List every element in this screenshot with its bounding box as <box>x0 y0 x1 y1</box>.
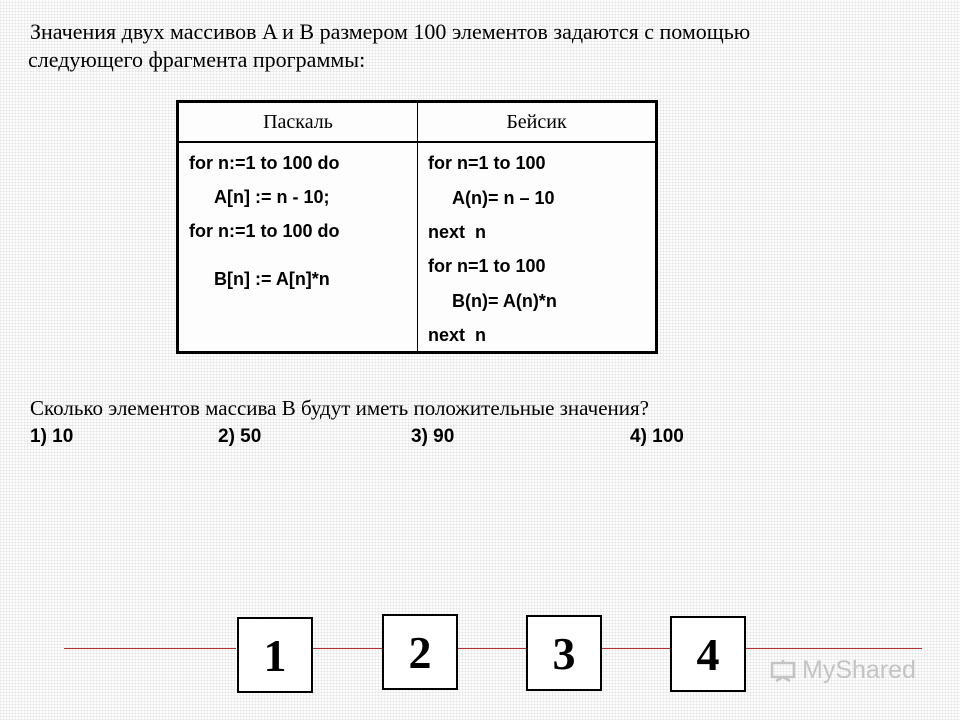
answer-button-3[interactable]: 3 <box>526 615 602 691</box>
problem-statement-line-1: Значения двух массивов A и B размером 100 элементов задаются с помощью <box>30 19 751 44</box>
basic-code-cell <box>418 142 657 353</box>
divider-line <box>602 648 670 649</box>
basic-code-line: for n=1 to 100 <box>428 153 546 173</box>
divider-line <box>312 648 382 649</box>
option-4: 4) 100 <box>630 426 684 447</box>
presentation-icon <box>770 659 796 683</box>
code-table-body-row <box>178 142 657 353</box>
basic-code-line: A(n)= n – 10 <box>452 188 555 208</box>
option-3: 3) 90 <box>411 426 455 447</box>
code-table <box>176 100 658 354</box>
problem-statement <box>30 18 910 74</box>
answer-button-2[interactable]: 2 <box>382 614 458 690</box>
basic-code-line: B(n)= A(n)*n <box>452 291 557 311</box>
pascal-code-line: A[n] := n - 10; <box>214 187 330 207</box>
divider-line-right <box>746 648 922 649</box>
basic-code-line: next n <box>428 325 487 345</box>
code-table-header-row <box>178 102 657 143</box>
watermark <box>770 656 916 685</box>
divider-line-left <box>64 648 236 649</box>
question-text: Сколько элементов массива B будут иметь положительные значения? <box>30 396 649 420</box>
problem-statement-line-2: следующего фрагмента программы: <box>28 47 366 72</box>
divider-line <box>458 648 526 649</box>
header-pascal: Паскаль <box>178 102 418 143</box>
answer-button-1[interactable]: 1 <box>237 617 313 693</box>
pascal-code-line: B[n] := A[n]*n <box>214 269 330 289</box>
option-2: 2) 50 <box>218 426 262 447</box>
watermark-text: MyShared <box>802 656 916 684</box>
header-basic: Бейсик <box>418 102 657 143</box>
basic-code-line: for n=1 to 100 <box>428 256 546 276</box>
basic-code-line: next n <box>428 222 487 242</box>
pascal-code-line: for n:=1 to 100 do <box>189 221 340 241</box>
pascal-code-cell <box>178 142 418 353</box>
option-1: 1) 10 <box>30 426 74 447</box>
pascal-code-line: for n:=1 to 100 do <box>189 153 340 173</box>
answer-button-4[interactable]: 4 <box>670 616 746 692</box>
